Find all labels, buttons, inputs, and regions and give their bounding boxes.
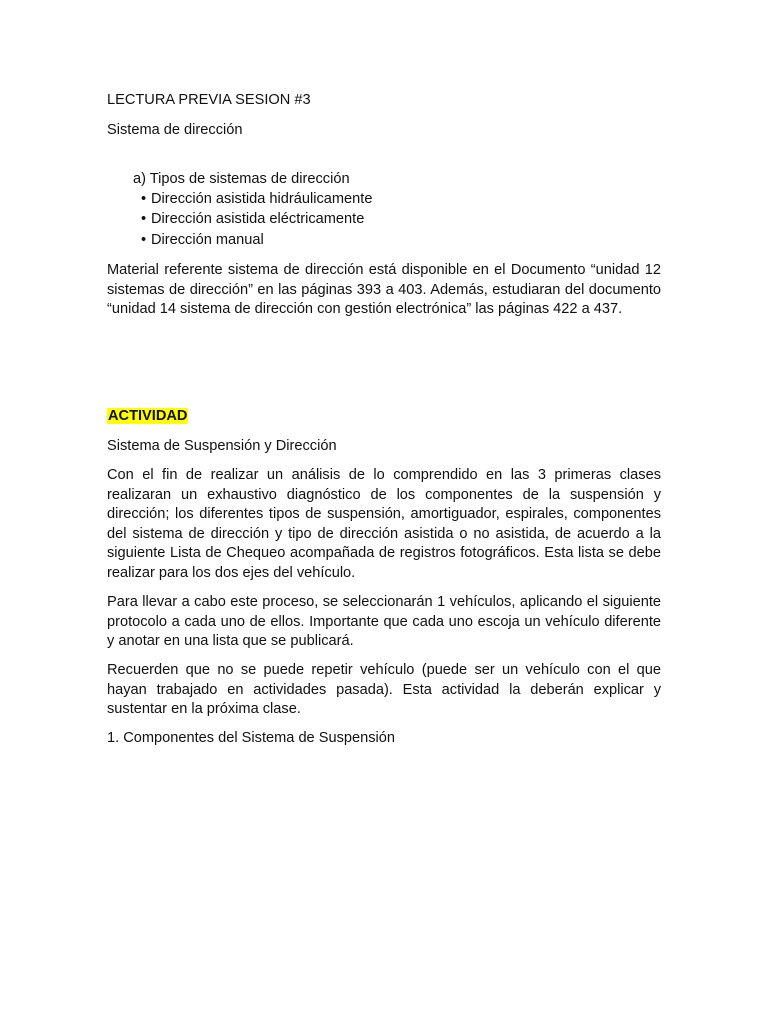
steering-types-list	[141, 189, 372, 250]
activity-label	[107, 407, 188, 427]
material-paragraph: Material referente sistema de dirección está disponible en el Documento “unidad 12 sistemas de dirección” en las páginas 393 a 403. Además, estudiaran del documento “unidad 14 sistema de dirección con gestión electrónica” las páginas 422 a 437.	[107, 262, 661, 318]
activity-paragraph-2: Para llevar a cabo este proceso, se seleccionarán 1 vehículos, aplicando el siguiente protocolo a cada uno de ellos. Importante que cada uno escoja un vehículo diferente y anotar en una lista que se publicará.	[107, 594, 661, 650]
activity-highlight: ACTIVIDAD	[108, 408, 188, 424]
numbered-item: 1. Componentes del Sistema de Suspensión	[107, 730, 395, 746]
activity-title: Sistema de Suspensión y Dirección	[107, 438, 337, 454]
list-item: • Dirección manual	[141, 230, 372, 250]
list-item: • Dirección asistida hidráulicamente	[141, 189, 372, 209]
activity-paragraph-1: Con el fin de realizar un análisis de lo comprendido en las 3 primeras clases realizaran un exhaustivo diagnóstico de los componentes de la suspensión y dirección; los diferentes tipos de suspensión, amortiguador, espirales, componentes del sistema de dirección y tipo de dirección asistida o no asistida, de acuerdo a la siguiente Lista de Chequeo acompañada de registros fotográficos. Esta lista se debe realizar para los dos ejes del vehículo.	[107, 467, 661, 581]
list-item: • Dirección asistida eléctricamente	[141, 209, 372, 229]
activity-paragraph-3: Recuerden que no se puede repetir vehículo (puede ser un vehículo con el que hayan trabajado en actividades pasada). Esta actividad la deberán explicar y sustentar en la próxima clase.	[107, 662, 661, 718]
document-subtitle: Sistema de dirección	[107, 122, 243, 138]
section-a-heading: a) Tipos de sistemas de dirección	[133, 171, 350, 187]
document-title: LECTURA PREVIA SESION #3	[107, 92, 311, 108]
